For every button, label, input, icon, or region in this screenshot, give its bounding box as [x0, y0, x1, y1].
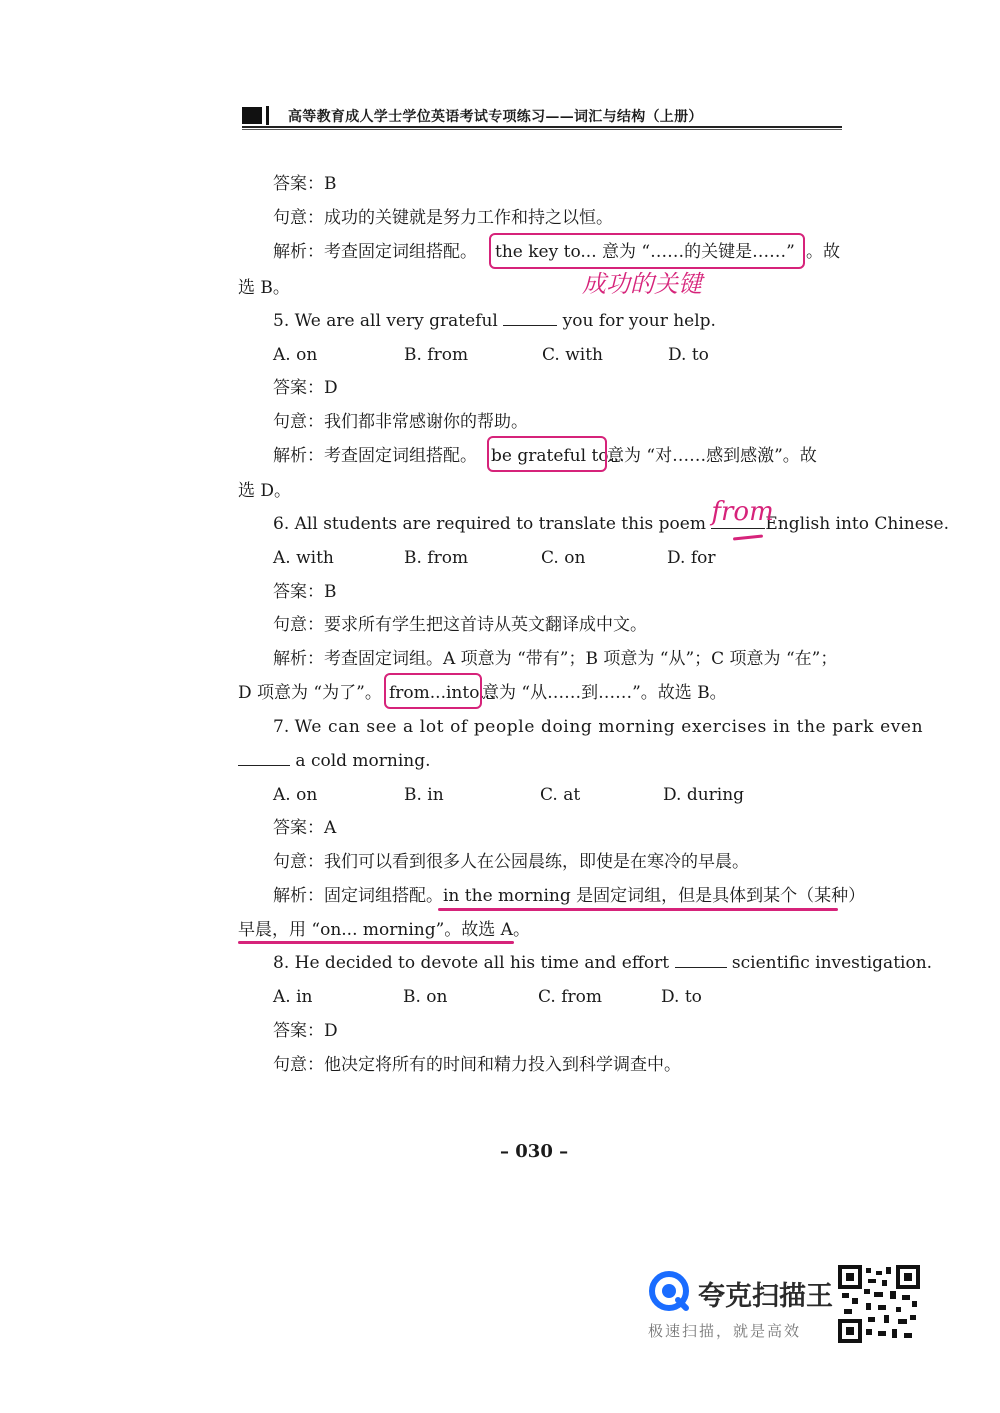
q5-analysis-cont: 选 D。 [238, 481, 292, 501]
q7-underline-mark-1 [438, 908, 838, 911]
q4-answer: 答案：B [273, 174, 337, 194]
q6-meaning: 句意：要求所有学生把这首诗从英文翻译成中文。 [273, 615, 647, 635]
q4-analysis-prefix: 解析：考查固定词组搭配。 [273, 242, 477, 262]
q6-stem-b: English into Chinese. [765, 514, 949, 534]
q6-blank [711, 497, 774, 529]
q8-answer: 答案：D [273, 1021, 338, 1041]
q7-option-d: D. during [663, 785, 745, 805]
q7-underline-mark-2 [238, 941, 514, 944]
q7-option-c: C. at [540, 785, 581, 805]
q5-option-c: C. with [542, 345, 603, 365]
q5-stem-a: We are all very grateful [294, 311, 498, 331]
q5-analysis-phrase: be grateful to... [491, 446, 625, 466]
q5-option-d: D. to [668, 345, 709, 365]
q7-stem-text: We can see a lot of people doing morning exercises in the park even [294, 717, 924, 737]
q6-handwritten-answer: from [711, 497, 774, 527]
qr-code-icon [838, 1265, 920, 1343]
q5-blank [503, 311, 557, 326]
q8-stem [273, 951, 932, 975]
q6-analysis-line1: 解析：考查固定词组。A 项意为 “带有”；B 项意为 “从”；C 项意为 “在”； [273, 649, 838, 669]
q8-option-c: C. from [538, 987, 602, 1007]
q7-stem-line2-text: a cold morning. [295, 751, 431, 771]
q6-option-a: A. with [273, 548, 334, 568]
q8-option-b: B. on [403, 987, 448, 1007]
q4-analysis-phrase: the key to... 意为 “……的关键是……” [495, 242, 795, 262]
q6-analysis-suffix: 意为 “从……到……”。故选 B。 [482, 683, 727, 703]
q7-option-a: A. on [273, 785, 318, 805]
q7-answer: 答案：A [273, 818, 337, 838]
q4-analysis-suffix: 。故 [806, 242, 840, 262]
header-title: 高等教育成人学士学位英语考试专项练习——词汇与结构（上册） [288, 109, 703, 125]
q7-option-b: B. in [404, 785, 444, 805]
q5-option-b: B. from [404, 345, 469, 365]
q6-analysis-phrase: from...into... [389, 683, 496, 703]
q5-answer: 答案：D [273, 378, 338, 398]
q4-analysis-cont: 选 B。 [238, 278, 290, 298]
q5-phrase-highlight-box [487, 436, 607, 472]
header-rule-thin [242, 129, 842, 130]
q7-analysis-line1: 解析：固定词组搭配。in the morning 是固定词组，但是具体到某个（某种） [273, 886, 866, 906]
q5-stem [273, 309, 716, 333]
q8-meaning: 句意：他决定将所有的时间和精力投入到科学调查中。 [273, 1055, 681, 1075]
q7-meaning: 句意：我们可以看到很多人在公园晨练，即使是在寒冷的早晨。 [273, 852, 749, 872]
q5-analysis-prefix: 解析：考查固定词组搭配。 [273, 446, 477, 466]
q6-stem [273, 497, 949, 536]
q8-option-d: D. to [661, 987, 702, 1007]
q7-stem-line1 [273, 715, 923, 739]
q7-number: 7. [273, 717, 290, 737]
q5-number: 5. [273, 311, 290, 331]
header-divider-mark [266, 106, 269, 125]
scanner-logo-icon [648, 1270, 690, 1312]
q8-option-a: A. in [273, 987, 313, 1007]
q5-stem-b: you for your help. [562, 311, 716, 331]
q5-analysis-suffix: 意为 “对……感到感激”。故 [607, 446, 817, 466]
q8-number: 8. [273, 953, 290, 973]
q5-option-a: A. on [273, 345, 318, 365]
q8-stem-b: scientific investigation. [731, 953, 933, 973]
q6-number: 6. [273, 514, 290, 534]
q6-option-b: B. from [404, 548, 469, 568]
q8-stem-a: He decided to devote all his time and effort [294, 953, 670, 973]
q6-analysis-prefix: D 项意为 “为了”。 [238, 683, 382, 703]
scanner-brand: 夸克扫描王 [698, 1281, 833, 1312]
q8-blank [675, 953, 727, 968]
q7-blank [238, 751, 290, 766]
q6-phrase-highlight-box [384, 673, 482, 709]
q6-answer: 答案：B [273, 582, 337, 602]
header-block-mark [242, 107, 262, 124]
q6-option-c: C. on [541, 548, 586, 568]
q4-handwritten-note: 成功的关键 [582, 270, 702, 298]
page-number: – 030 – [500, 1141, 569, 1162]
header-rule [242, 126, 842, 128]
q7-stem-line2 [238, 749, 431, 773]
scanner-slogan: 极速扫描，就是高效 [648, 1322, 802, 1340]
q5-meaning: 句意：我们都非常感谢你的帮助。 [273, 412, 528, 432]
q6-stem-a: All students are required to translate this poem [294, 514, 706, 534]
q4-meaning: 句意：成功的关键就是努力工作和持之以恒。 [273, 208, 613, 228]
q6-option-d: D. for [667, 548, 716, 568]
q7-analysis-line2: 早晨，用 “on... morning”。故选 A。 [238, 920, 530, 940]
